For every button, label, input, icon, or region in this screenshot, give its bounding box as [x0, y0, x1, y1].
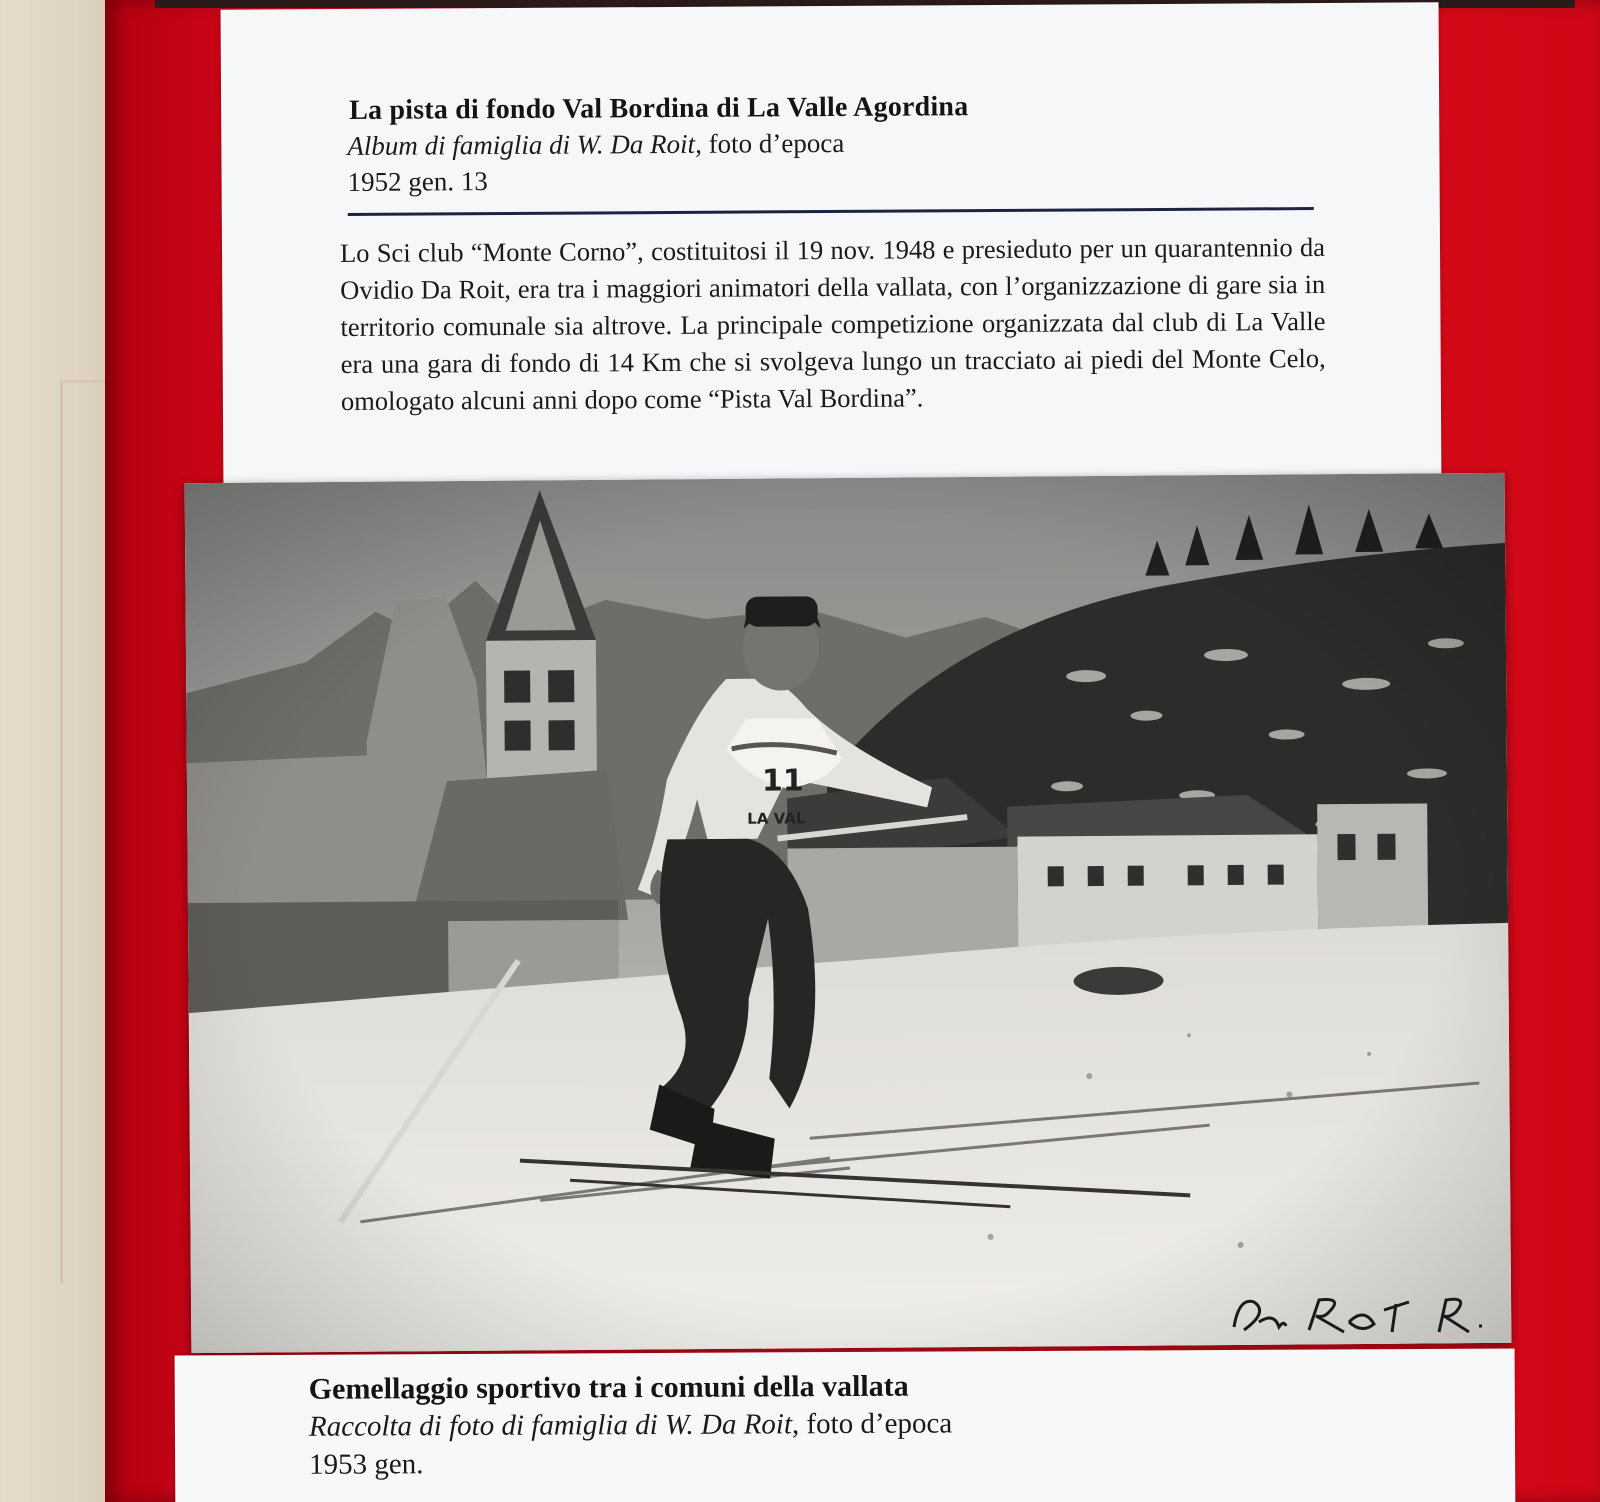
top-caption-card	[221, 2, 1442, 491]
top-caption-body: Lo Sci club “Monte Corno”, costituitosi il 19 nov. 1948 e presieduto per un quarantennio da Ovidio Da Roit, era tra i maggiori animatori della vallata, con l’organizzazione di gare sia in territorio comunale sia altrove. La principale competizione organizzata dal club di La Valle era una gara di fondo di 14 Km che si svolgeva lungo un tracciato ai piedi del Monte Celo, omologato alcuni anni dopo come “Pista Val Bordina”.	[339, 231, 1326, 416]
handwritten-signature	[1224, 1282, 1514, 1342]
bottom-caption-subtitle	[309, 1407, 952, 1443]
bottom-caption-card	[175, 1348, 1516, 1502]
bottom-caption-source: Raccolta di foto di famiglia di W. Da Roit	[308, 1408, 793, 1443]
caption-divider	[348, 207, 1314, 216]
bottom-caption-title: Gemellaggio sportivo tra i comuni della vallata	[308, 1369, 909, 1406]
top-caption-subtitle	[347, 128, 844, 162]
photo-illustration	[185, 473, 1512, 1353]
top-caption-source: Album di famiglia di W. Da Roit	[347, 128, 696, 161]
top-caption-source-note: , foto d’epoca	[695, 127, 845, 159]
top-caption-title: La pista di fondo Val Bordina di La Valle Agordina	[349, 91, 969, 126]
top-caption-date: 1952 gen. 13	[347, 166, 488, 197]
historic-photograph	[185, 473, 1512, 1353]
bottom-caption-source-note: , foto d’epoca	[791, 1407, 953, 1441]
bottom-caption-date: 1953 gen.	[309, 1448, 424, 1481]
